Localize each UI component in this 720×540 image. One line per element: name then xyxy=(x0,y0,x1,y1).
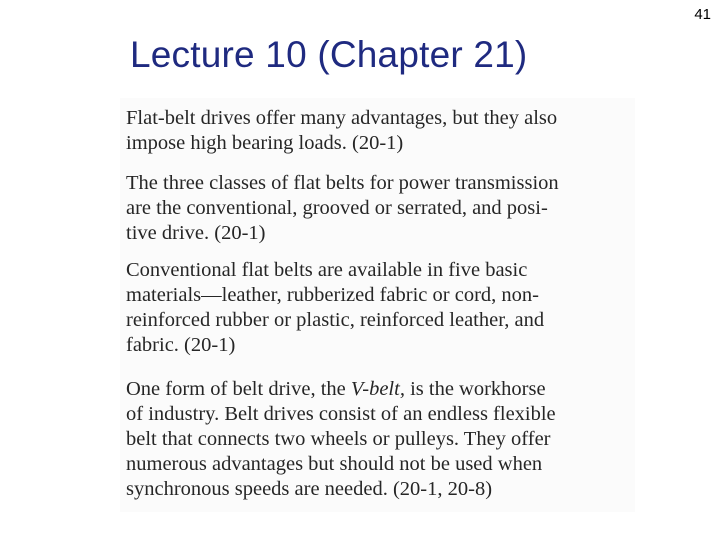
paragraph-v-belt xyxy=(126,377,556,502)
text-line: Conventional flat belts are available in five basic xyxy=(126,259,528,281)
paragraph-flat-belt-drives xyxy=(126,106,557,156)
text-line: Flat-belt drives offer many advantages, but they also xyxy=(126,107,558,129)
page-number: 41 xyxy=(694,6,711,23)
text-line: numerous advantages but should not be used when xyxy=(126,453,543,475)
text-line: synchronous speeds are needed. (20-1, 20-8) xyxy=(126,478,493,500)
v-belt-term: V-belt, xyxy=(350,378,405,400)
paragraph-three-classes xyxy=(126,171,559,246)
text-line: of industry. Belt drives consist of an endless flexible xyxy=(126,403,556,425)
text-line: tive drive. (20-1) xyxy=(126,222,266,244)
text-line: fabric. (20-1) xyxy=(126,334,236,356)
text-line-v-belt xyxy=(126,377,556,402)
text-line-suffix: is the workhorse xyxy=(404,378,546,400)
text-line: belt that connects two wheels or pulleys. They offer xyxy=(126,428,551,450)
text-line: materials—leather, rubberized fabric or cord, non- xyxy=(126,284,539,306)
text-line: reinforced rubber or plastic, reinforced leather, and xyxy=(126,309,545,331)
text-line: impose high bearing loads. (20-1) xyxy=(126,132,404,154)
paragraph-conventional-flat-belts xyxy=(126,258,544,358)
text-line-prefix: One form of belt drive, the xyxy=(126,378,351,400)
slide-title: Lecture 10 (Chapter 21) xyxy=(130,34,528,75)
text-line: are the conventional, grooved or serrated, and posi- xyxy=(126,197,548,219)
text-line: The three classes of flat belts for power transmission xyxy=(126,172,559,194)
